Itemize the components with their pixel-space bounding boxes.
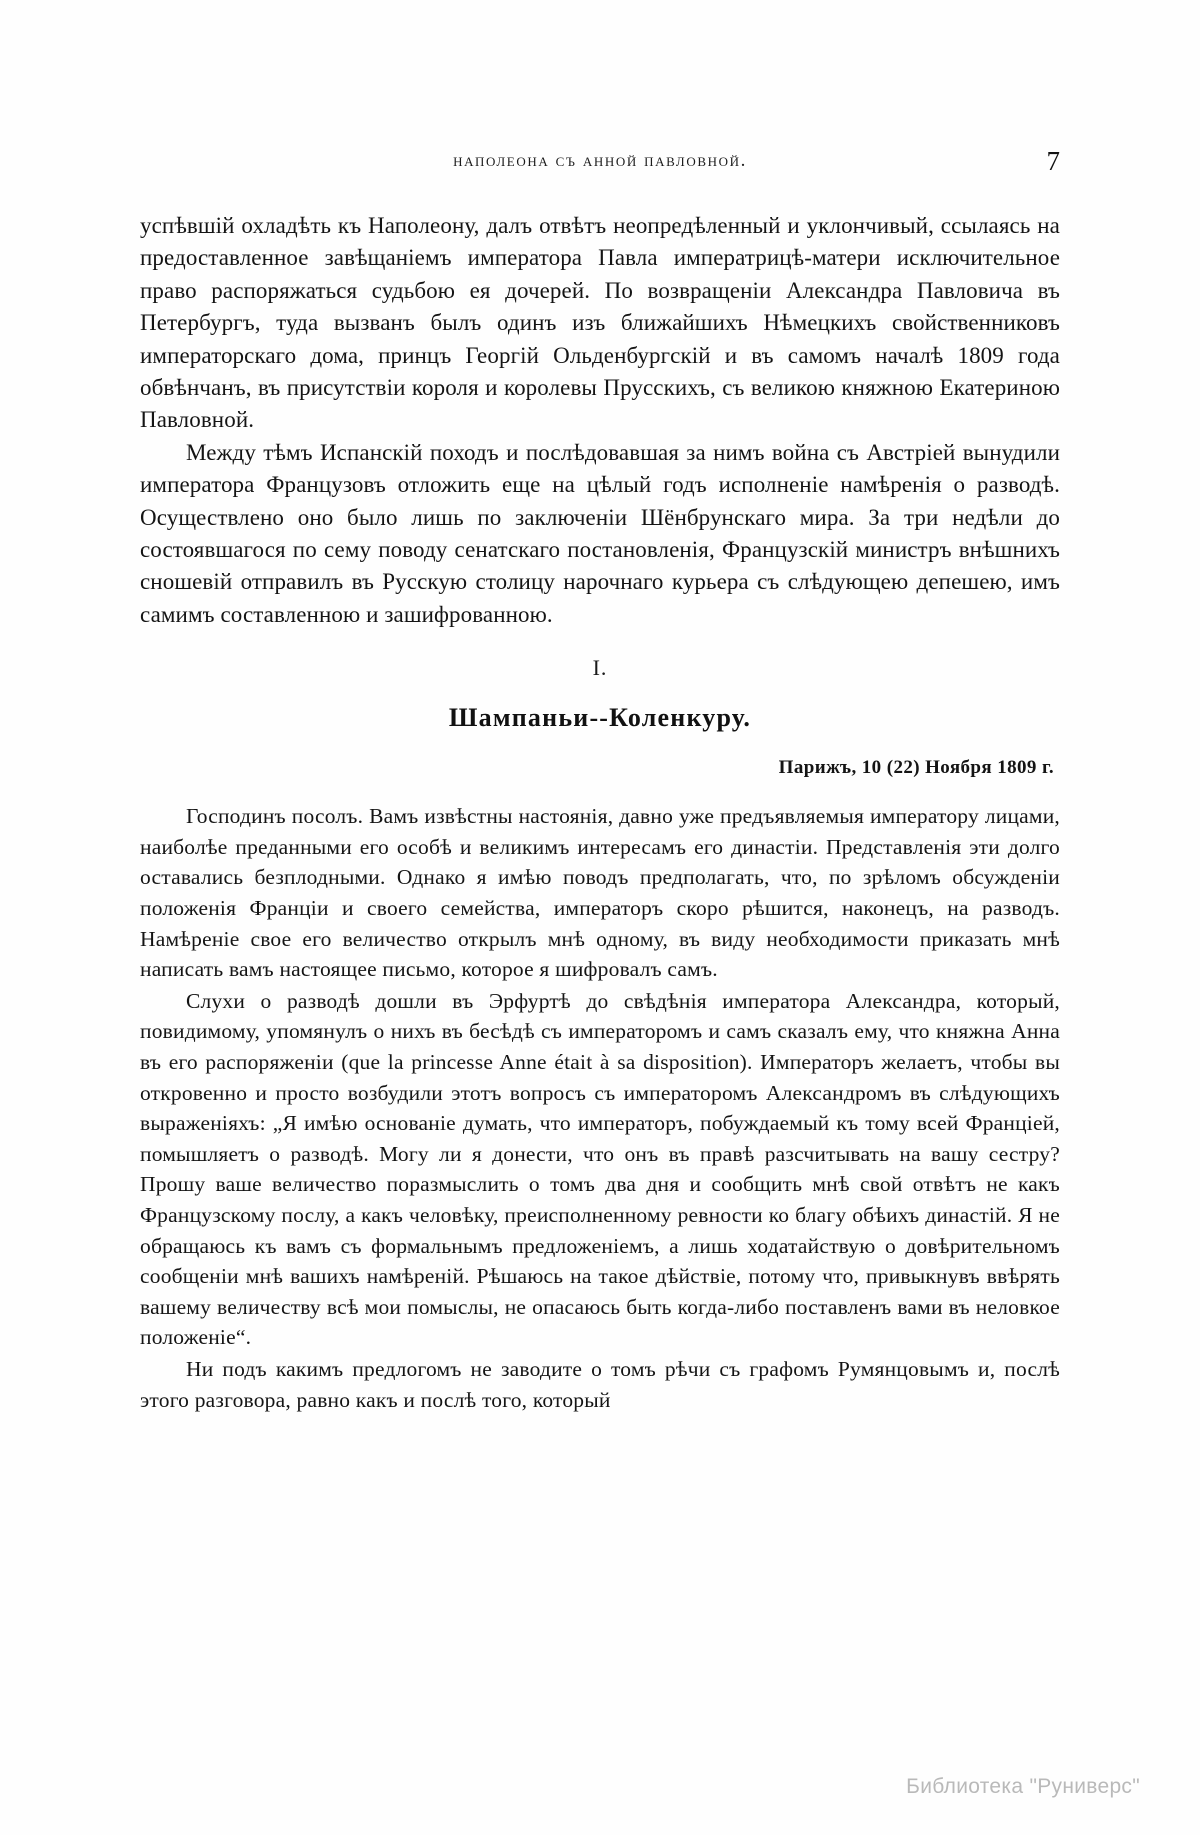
paragraph-two: Между тѣмъ Испанскій походъ и послѣдовавшая за нимъ война съ Австріей вынудили императора Французовъ отложить еще на цѣлый годъ исполненіе намѣренія о разводѣ. Осуществлено оно было лишь по заключеніи Шёнбрунскаго мира. За три недѣли до состоявшагося по сему поводу сенатскаго постановленія, Французскій министръ внѣшнихъ сношевій отправилъ въ Русскую столицу нарочнаго курьера съ слѣдующею депешею, имъ самимъ составленною и зашифрованною. [140, 439, 1060, 627]
document-title: Шампаньи--Коленкуру. [448, 703, 752, 733]
page-number: 7 [1046, 146, 1060, 176]
letter-paragraph-3: Ни подъ какимъ предлогомъ не заводите о томъ рѣчи съ графомъ Румянцовымъ и, послѣ этого разговора, равно какъ и послѣ того, который [140, 1356, 1060, 1412]
page-content [140, 146, 1060, 1415]
running-head-title: наполеона съ анной павловной. [453, 150, 747, 171]
section-number: I. [592, 655, 608, 681]
letter-body [140, 801, 1060, 1415]
letter-paragraph-1: Господинъ посолъ. Вамъ извѣстны настоянія, давно уже предъявляемыя императору лицами, наиболѣе преданными его особѣ и великимъ интересамъ его династіи. Представленія эти долго оставались безплодными. Однако я имѣю поводъ предполагать, что, по зрѣломъ обсужденіи положенія Франціи и своего семейства, императоръ скоро рѣшится, наконецъ, на разводъ. Намѣреніе свое его величество открылъ мнѣ одному, въ виду необходимости приказать мнѣ написать вамъ настоящее письмо, которое я шифровалъ самъ. [140, 804, 1060, 982]
dateline: Парижъ, 10 (22) Ноября 1809 г. [778, 757, 1054, 779]
paragraph-continued: успѣвшій охладѣть къ Наполеону, далъ отвѣтъ неопредѣленный и уклончивый, ссылаясь на предоставленное завѣщаніемъ императора Павла императрицѣ-матери исключительное право распоряжаться судьбою ея дочерей. По возвращеніи Александра Павловича въ Петербургъ, туда вызванъ былъ одинъ изъ ближайшихъ Нѣмецкихъ свойственниковъ императорскаго дома, принцъ Георгій Ольденбургскій и въ самомъ началѣ 1809 года обвѣнчанъ, въ присутствіи короля и королевы Прусскихъ, съ великою княжною Екатериною Павловной. [140, 213, 1060, 433]
letter-paragraph-2: Слухи о разводѣ дошли въ Эрфуртѣ до свѣдѣнія императора Александра, который, повидимому, упомянулъ о нихъ въ бесѣдѣ съ императоромъ и самъ сказалъ ему, что княжна Анна въ его распоряженіи (que la princesse Anne était à sa disposition). Императоръ желаетъ, чтобы вы откровенно и просто возбудили этотъ вопросъ съ императоромъ Александромъ въ слѣдующихъ выраженіяхъ: „Я имѣю основаніе думать, что императоръ, побуждаемый къ тому всей Франціей, помышляетъ о разводѣ. Могу ли я донести, что онъ въ правѣ разсчитывать на вашу сестру? Прошу ваше величество поразмыслить о томъ два дня и сообщить мнѣ свой отвѣтъ не какъ Французскому послу, а какъ человѣку, преисполненному ревности ко благу обѣихъ династій. Я не обращаюсь къ вамъ съ формальнымъ предложеніемъ, а лишь ходатайствую о довѣрительномъ сообщеніи мнѣ вашихъ намѣреній. Рѣшаюсь на такое дѣйствіе, потому что, привыкнувъ ввѣрять вашему величеству всѣ мои помыслы, не опасаюсь быть когда-либо поставленъ вами въ неловкое положеніе“. [140, 988, 1060, 1350]
library-watermark: Библиотека "Руниверс" [906, 1775, 1140, 1798]
intro-text-block [140, 210, 1060, 631]
running-head [140, 146, 1060, 184]
